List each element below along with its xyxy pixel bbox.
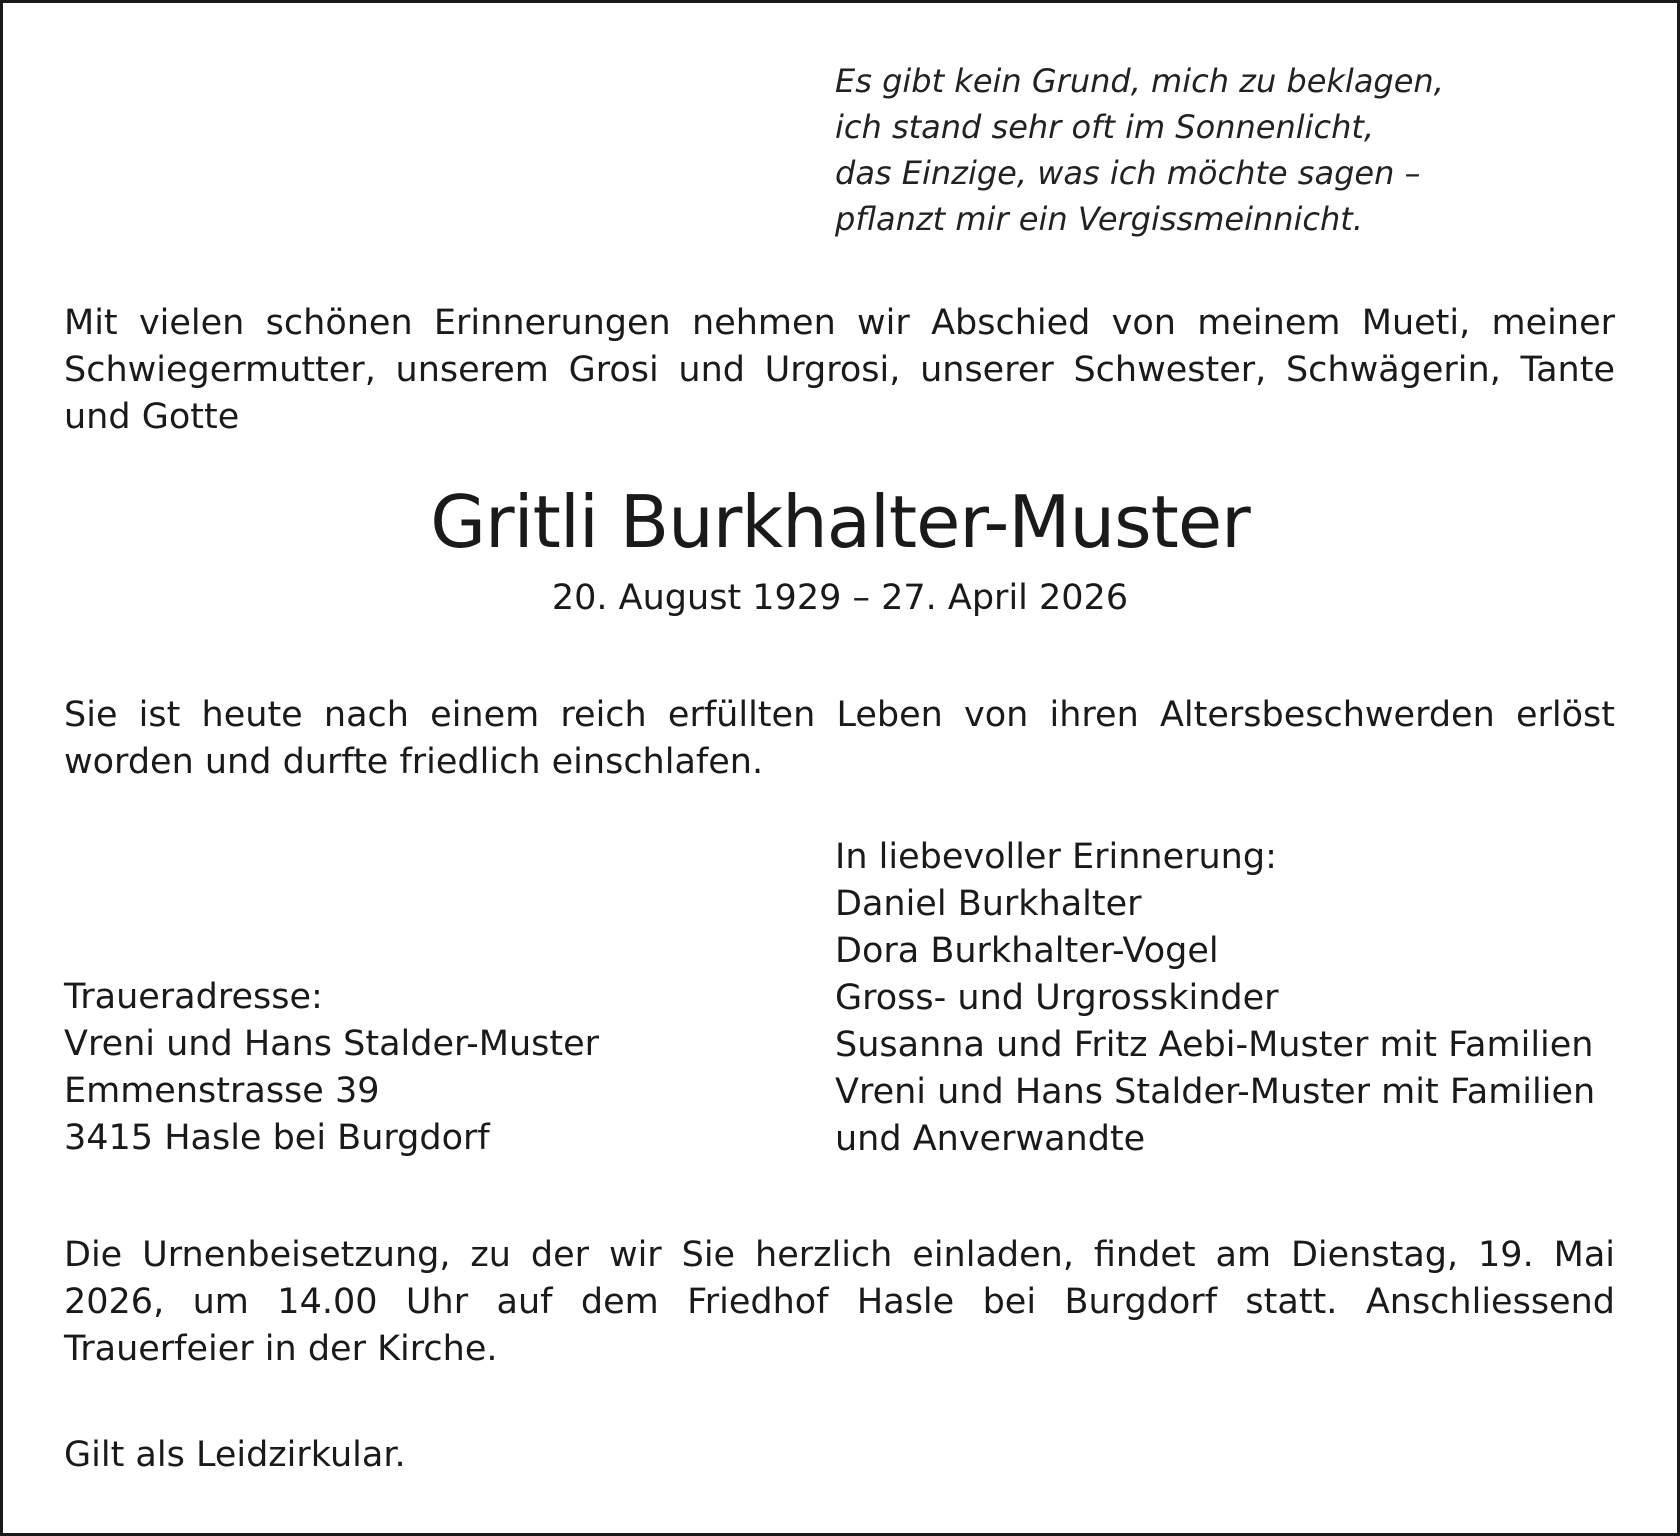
mourner-entry: Susanna und Fritz Aebi-Muster mit Familien: [835, 1025, 1594, 1065]
address-line: Emmenstrasse 39: [64, 1071, 380, 1111]
mourning-address: [64, 974, 599, 1162]
motto-line: ich stand sehr oft im Sonnenlicht,: [835, 108, 1375, 146]
motto-poem: [835, 58, 1595, 242]
deceased-name: Gritli Burkhalter-Muster: [430, 480, 1250, 564]
mourner-entry: und Anverwandte: [835, 1119, 1146, 1159]
mourner-entry: Dora Burkhalter-Vogel: [835, 931, 1219, 971]
address-line: Vreni und Hans Stalder-Muster: [64, 1024, 600, 1064]
mourner-entry: Vreni und Hans Stalder-Muster mit Familien: [835, 1072, 1596, 1112]
burial-paragraph: Die Urnenbeisetzung, zu der wir Sie herzlich einladen, findet am Dienstag, 19. Mai 2026, um 14.00 Uhr auf dem Friedhof Hasle bei Burgdorf statt. Anschliessend Trauerfeier in der Kirche.: [64, 1235, 1615, 1369]
circular-note: Gilt als Leidzirkular.: [64, 1435, 406, 1475]
mourners-heading: In liebevoller Erinnerung:: [835, 837, 1277, 877]
life-dates: 20. August 1929 – 27. April 2026: [551, 578, 1129, 618]
motto-line: das Einzige, was ich möchte sagen –: [835, 154, 1421, 192]
mourner-entry: Gross- und Urgrosskinder: [835, 978, 1279, 1018]
address-heading: Traueradresse:: [64, 977, 323, 1017]
address-line: 3415 Hasle bei Burgdorf: [64, 1118, 490, 1158]
mourners-list: [835, 834, 1595, 1163]
motto-line: pflanzt mir ein Vergissmeinnicht.: [835, 200, 1364, 238]
message-paragraph: Sie ist heute nach einem reich erfüllten Leben von ihren Altersbeschwerden erlöst worden und durfte friedlich einschlafen.: [64, 695, 1615, 782]
intro-paragraph: Mit vielen schönen Erinnerungen nehmen wir Abschied von meinem Mueti, meiner Schwiegermutter, unserem Grosi und Urgrosi, unserer Schwester, Schwägerin, Tante und Gotte: [64, 303, 1615, 437]
motto-line: Es gibt kein Grund, mich zu beklagen,: [835, 62, 1444, 100]
mourner-entry: Daniel Burkhalter: [835, 884, 1142, 924]
